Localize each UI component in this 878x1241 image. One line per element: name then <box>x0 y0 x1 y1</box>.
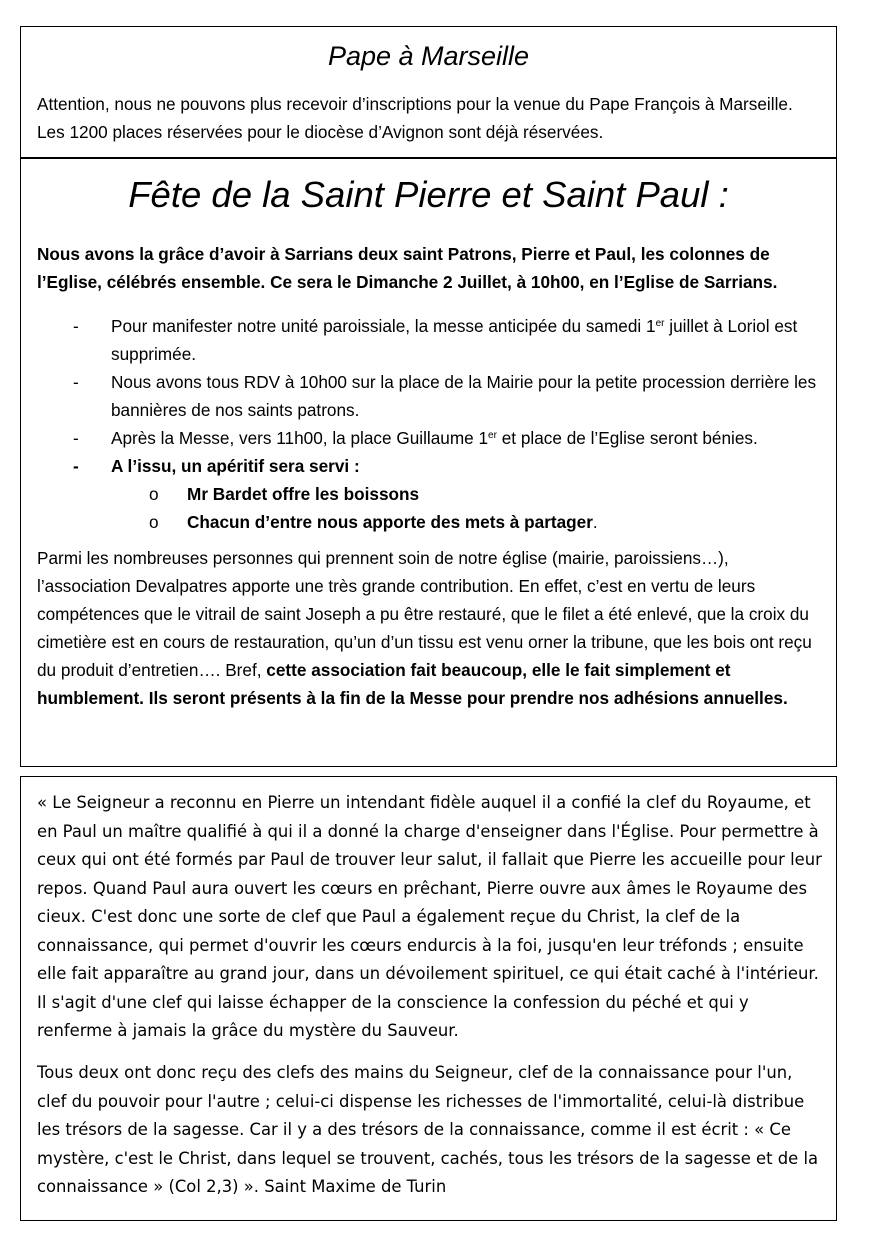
pape-notice: Attention, nous ne pouvons plus recevoir d’inscriptions pour la venue du Pape François à Marseille. Les 1200 places réservées pour le diocèse d’Avignon sont déjà réservées. <box>37 94 793 142</box>
list-item: - Après la Messe, vers 11h00, la place Guillaume 1er et place de l’Eglise seront bénies. <box>73 428 758 448</box>
list-item: - Pour manifester notre unité paroissiale, la messe anticipée du samedi 1er juillet à Loriol est supprimée. <box>73 316 798 364</box>
fete-intro: Nous avons la grâce d’avoir à Sarrians deux saint Patrons, Pierre et Paul, les colonnes de l’Eglise, célébrés ensemble. Ce sera le Dimanche 2 Juillet, à 10h00, en l’Eglise de Sarrians. <box>37 244 778 292</box>
list-item: - A l’issu, un apéritif sera servi : <box>73 456 360 476</box>
citation-paragraph-1: « Le Seigneur a reconnu en Pierre un intendant fidèle auquel il a confié la clef du Royaume, et en Paul un maître qualifié à qui il a donné la charge d'enseigner dans l'Église. Pour permettre à ceux qui ont été formés par Paul de trouver leur salut, il fallait que Pierre les accueille pour leur repos. Quand Paul aura ouvert les cœurs en prêchant, Pierre ouvre aux âmes le Royaume des cieux. C'est donc une sorte de clef que Paul a également reçue du Christ, la clef de la connaissance, qui permet d'ouvrir les cœurs endurcis à la foi, jusqu'en leur tréfonds ; ensuite elle fait apparaître au grand jour, dans un dévoilement spirituel, ce qui était caché à l'intérieur. Il s'agit d'une clef qui laisse échapper de la conscience la confession du péché et qui y renferme à jamais la grâce du mystère du Sauveur. <box>37 793 822 1040</box>
fete-title: Fête de la Saint Pierre et Saint Paul : <box>128 174 729 215</box>
sub-list-item: o Mr Bardet offre les boissons <box>149 484 420 504</box>
fete-program-list <box>37 312 826 536</box>
pape-title: Pape à Marseille <box>327 41 530 71</box>
citation-section <box>20 776 837 1221</box>
citation-paragraph-2: Tous deux ont donc reçu des clefs des mains du Seigneur, clef de la connaissance pour l'un, clef du pouvoir pour l'autre ; celui-ci dispense les richesses de l'immortalité, celui-là distribue les trésors de la sagesse. Car il y a des trésors de la connaissance, comme il est écrit : « Ce mystère, c'est le Christ, dans lequel se trouvent, cachés, tous les trésors de la sagesse et de la connaissance » (Col 2,3) ». Saint Maxime de Turin <box>37 1063 819 1196</box>
pape-section <box>20 26 837 159</box>
sub-list-item: o Chacun d’entre nous apporte des mets à partager. <box>149 512 598 532</box>
fete-section <box>20 157 837 767</box>
devalpatres-paragraph: Parmi les nombreuses personnes qui prennent soin de notre église (mairie, paroissiens…), l’association Devalpatres apporte une très grande contribution. En effet, c’est en vertu de leurs compétences que le vitrail de saint Joseph a pu être restauré, que le filet a été enlevé, que la croix du cimetière est en cours de restauration, qu’un d’un tissu est venu orner la tribune, que les bois ont reçu du produit d’entretien…. Bref, cette association fait beaucoup, elle le fait simplement et humblement. Ils seront présents à la fin de la Messe pour prendre nos adhésions annuelles. <box>37 548 812 708</box>
list-item: - Nous avons tous RDV à 10h00 sur la place de la Mairie pour la petite procession derrière les bannières de nos saints patrons. <box>73 372 817 420</box>
